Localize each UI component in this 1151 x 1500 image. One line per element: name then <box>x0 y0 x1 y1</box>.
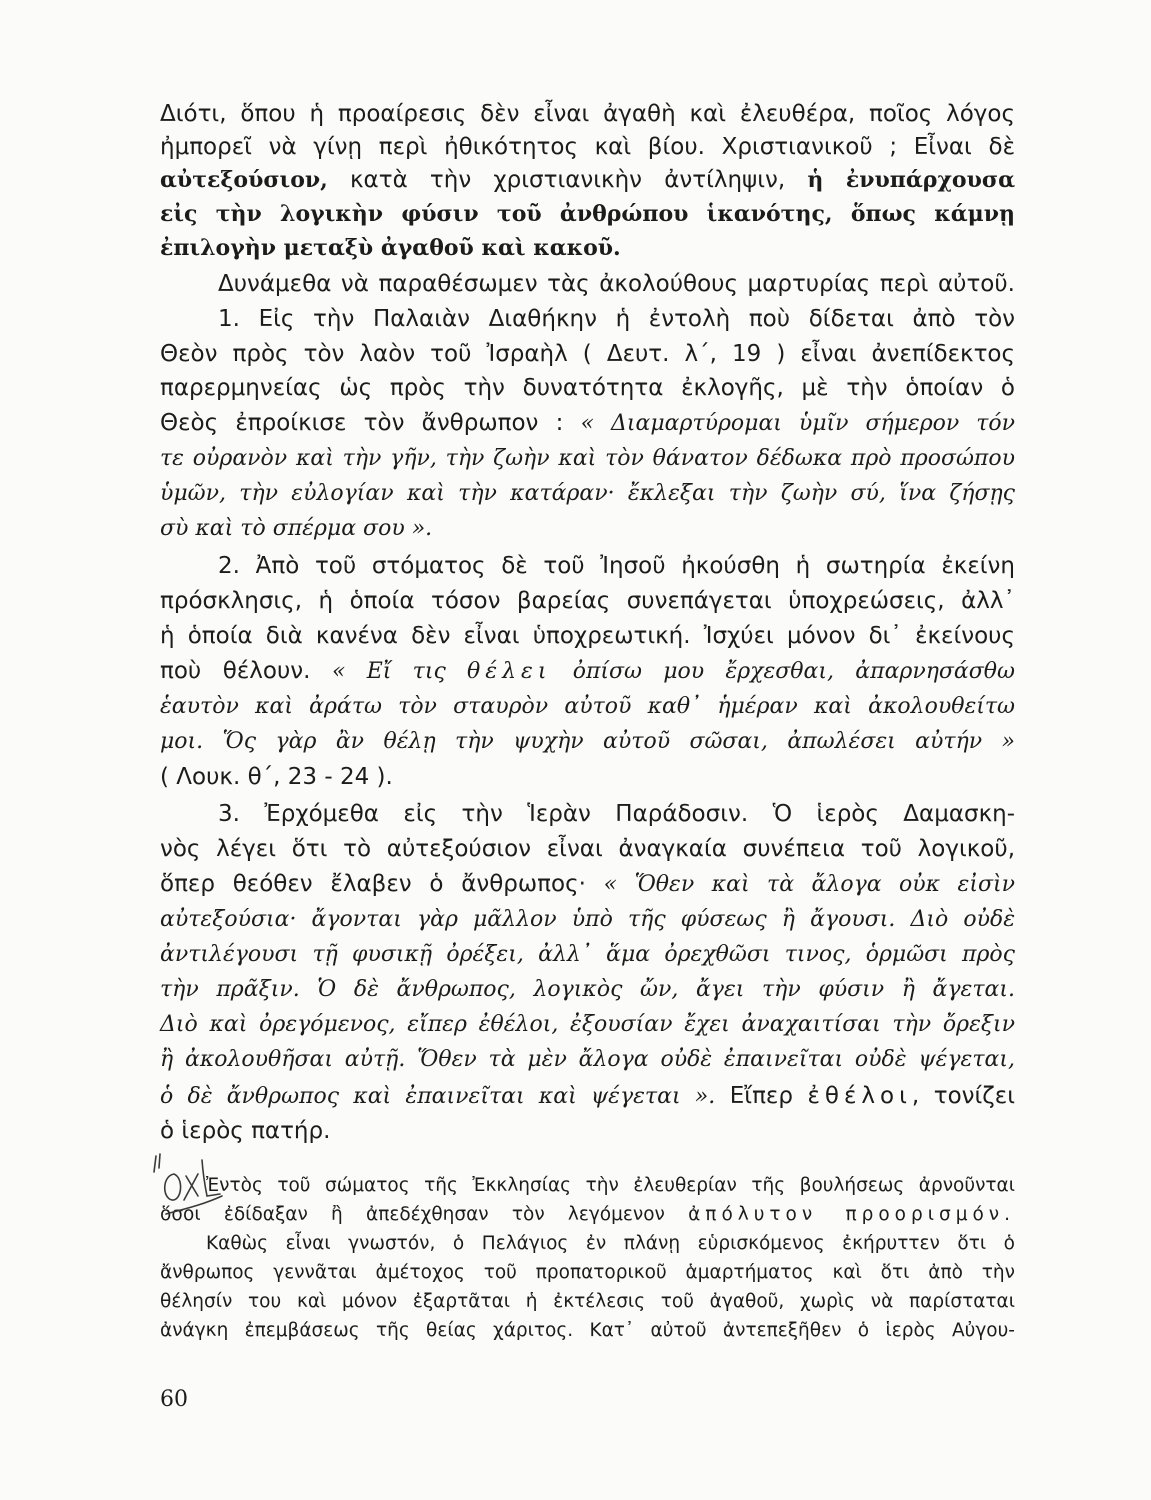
bold-definition: ἡ ἐνυπάρχουσα <box>807 167 1016 193</box>
text-line: 2. Ἀπὸ τοῦ στόματος δὲ τοῦ Ἰησοῦ ἠκούσθη ἡ σωτηρία ἐκείνη <box>218 553 1015 579</box>
text-line <box>160 407 1015 440</box>
text-line: ὁ ἱερὸς πατήρ. <box>160 1118 331 1144</box>
bold-term: αὐτεξούσιον, <box>160 167 328 193</box>
bold-line: εἰς τὴν λογικὴν φύσιν τοῦ ἀνθρώπου ἱκανότης, ὅπως κάμνῃ <box>160 201 1015 227</box>
text-line: ἡ ὁποία διὰ κανένα δὲν εἶναι ὑποχρεωτική. Ἰσχύει μόνον δι᾽ ἐκείνους <box>160 623 1015 649</box>
text-span: ὅσοι ἐδίδαξαν ἢ ἀπεδέχθησαν τὸν λεγόμενον <box>160 1204 689 1225</box>
text-line: 3. Ἐρχόμεθα εἰς τὴν Ἱερὰν Παράδοσιν. Ὁ ἱερὸς Δαμασκη- <box>218 801 1015 827</box>
quote-line: ἑαυτὸν καὶ ἀράτω τὸν σταυρὸν αὐτοῦ καθ᾽ ἡμέραν καὶ ἀκολουθείτω <box>160 694 1015 719</box>
text-line: 1. Εἰς τὴν Παλαιὰν Διαθήκην ἡ ἐντολὴ ποὺ δίδεται ἀπὸ τὸν <box>218 306 1015 332</box>
quote-line: τε οὐρανὸν καὶ τὴν γῆν, τὴν ζωὴν καὶ τὸν θάνατον δέδωκα πρὸ προσώπου <box>160 446 1015 471</box>
quote-text: « Ὅθεν καὶ τὰ ἄλογα οὐκ εἰσὶν <box>603 872 1015 897</box>
footnote-line <box>160 1202 1015 1228</box>
text-line <box>160 868 1015 901</box>
quote-line: Διὸ καὶ ὀρεγόμενος, εἴπερ ἐθέλοι, ἐξουσίαν ἔχει ἀναχαιτίσαι τὴν ὄρεξιν <box>160 1012 1015 1037</box>
quote-line: ἀντιλέγουσι τῇ φυσικῇ ὀρέξει, ἀλλ᾽ ἅμα ὀρεχθῶσι τινος, ὁρμῶσι πρὸς <box>160 942 1015 967</box>
text-line: νὸς λέγει ὅτι τὸ αὐτεξούσιον εἶναι ἀναγκαία συνέπεια τοῦ λογικοῦ, <box>160 836 1015 862</box>
footnote-line: θέλησίν του καὶ μόνον ἐξαρτᾶται ἡ ἐκτέλεσις τοῦ ἀγαθοῦ, χωρὶς νὰ παρίσταται <box>160 1291 1015 1312</box>
text-line <box>160 164 1015 196</box>
text-span: κατὰ τὴν χριστιανικὴν ἀντίληψιν, <box>327 167 808 193</box>
bold-line: ἐπιλογὴν μεταξὺ ἀγαθοῦ καὶ κακοῦ. <box>160 235 621 261</box>
text-line: Θεὸν πρὸς τὸν λαὸν τοῦ Ἰσραὴλ ( Δευτ. λ΄, 19 ) εἶναι ἀνεπίδεκτος <box>160 341 1015 367</box>
text-line: παρερμηνείας ὡς πρὸς τὴν δυνατότητα ἐκλογῆς, μὲ τὴν ὁποίαν ὁ <box>160 375 1015 401</box>
quote-line: αὐτεξούσια· ἄγονται γὰρ μᾶλλον ὑπὸ τῆς φύσεως ἢ ἄγουσι. Διὸ οὐδὲ <box>160 907 1015 932</box>
quote-text: ὁ δὲ ἄνθρωπος καὶ ἐπαινεῖται καὶ ψέγεται ». <box>160 1084 716 1109</box>
text-line: Διότι, ὅπου ἡ προαίρεσις δὲν εἶναι ἀγαθὴ καὶ ἐλευθέρα, ποῖος λόγος <box>160 101 1015 127</box>
footnote-line: ἀνάγκη ἐπεμβάσεως τῆς θείας χάριτος. Κατ᾽ αὐτοῦ ἀντεπεξῆθεν ὁ ἱερὸς Αὐγου- <box>160 1320 1015 1341</box>
text-span: Εἴπερ <box>715 1083 808 1109</box>
quote-line: μοι. Ὅς γὰρ ἂν θέλῃ τὴν ψυχὴν αὐτοῦ σῶσαι, ἀπωλέσει αὐτήν » <box>160 729 1015 754</box>
handwritten-annotation <box>150 1130 240 1240</box>
quote-text: « Εἴ τις <box>332 659 468 684</box>
text-span: ὅπερ θεόθεν ἔλαβεν ὁ ἄνθρωπος· <box>160 871 604 897</box>
text-line <box>160 655 1015 688</box>
quote-line: σὺ καὶ τὸ σπέρμα σου ». <box>160 516 433 541</box>
text-span: , τονίζει <box>911 1083 1015 1109</box>
text-span: ποὺ θέλουν. <box>160 658 333 684</box>
text-line: Δυνάμεθα νὰ παραθέσωμεν τὰς ἀκολούθους μαρτυρίας περὶ αὐτοῦ. <box>218 271 1015 297</box>
quote-line: ὑμῶν, τὴν εὐλογίαν καὶ τὴν κατάραν· ἔκλεξαι τὴν ζωὴν σύ, ἵνα ζήσῃς <box>160 481 1015 506</box>
text-span: Θεὸς ἐπροίκισε τὸν ἄνθρωπον : <box>160 410 581 436</box>
spaced-emphasis: ἀπόλυτον προορισμόν. <box>688 1204 1015 1225</box>
text-line: ἠμπορεῖ νὰ γίνῃ περὶ ἠθικότητος καὶ βίου. Χριστιανικοῦ ; Εἶναι δὲ <box>160 134 1015 160</box>
text-line: πρόσκλησις, ἡ ὁποία τόσον βαρείας συνεπάγεται ὑποχρεώσεις, ἀλλ᾽ <box>160 588 1015 614</box>
footnote-line: Καθὼς εἶναι γνωστόν, ὁ Πελάγιος ἐν πλάνῃ εὑρισκόμενος ἐκήρυττεν ὅτι ὁ <box>206 1233 1015 1254</box>
quote-text: « Διαμαρτύρομαι ὑμῖν σήμερον τόν <box>580 411 1015 436</box>
quote-text: ὀπίσω μου ἔρχεσθαι, ἀπαρνησάσθω <box>551 659 1015 684</box>
spaced-emphasis: θέλει <box>467 659 552 684</box>
text-line <box>160 1080 1015 1113</box>
quote-line: ἢ ἀκολουθῆσαι αὐτῇ. Ὅθεν τὰ μὲν ἄλογα οὐδὲ ἐπαινεῖται οὐδὲ ψέγεται, <box>160 1047 1015 1072</box>
quote-line: τὴν πρᾶξιν. Ὁ δὲ ἄνθρωπος, λογικὸς ὤν, ἄγει τὴν φύσιν ἢ ἄγεται. <box>160 977 1015 1002</box>
citation: ( Λουκ. θ΄, 23 - 24 ). <box>160 764 393 790</box>
footnote-line: Ἐντὸς τοῦ σώματος τῆς Ἐκκλησίας τὴν ἐλευθερίαν τῆς βουλήσεως ἀρνοῦνται <box>206 1175 1015 1196</box>
page-number: 60 <box>160 1387 188 1412</box>
footnote-line: ἄνθρωπος γεννᾶται ἀμέτοχος τοῦ προπατορικοῦ ἁμαρτήματος καὶ ὅτι ἀπὸ τὴν <box>160 1262 1015 1283</box>
spaced-emphasis: ἐθέλοι <box>807 1083 912 1109</box>
